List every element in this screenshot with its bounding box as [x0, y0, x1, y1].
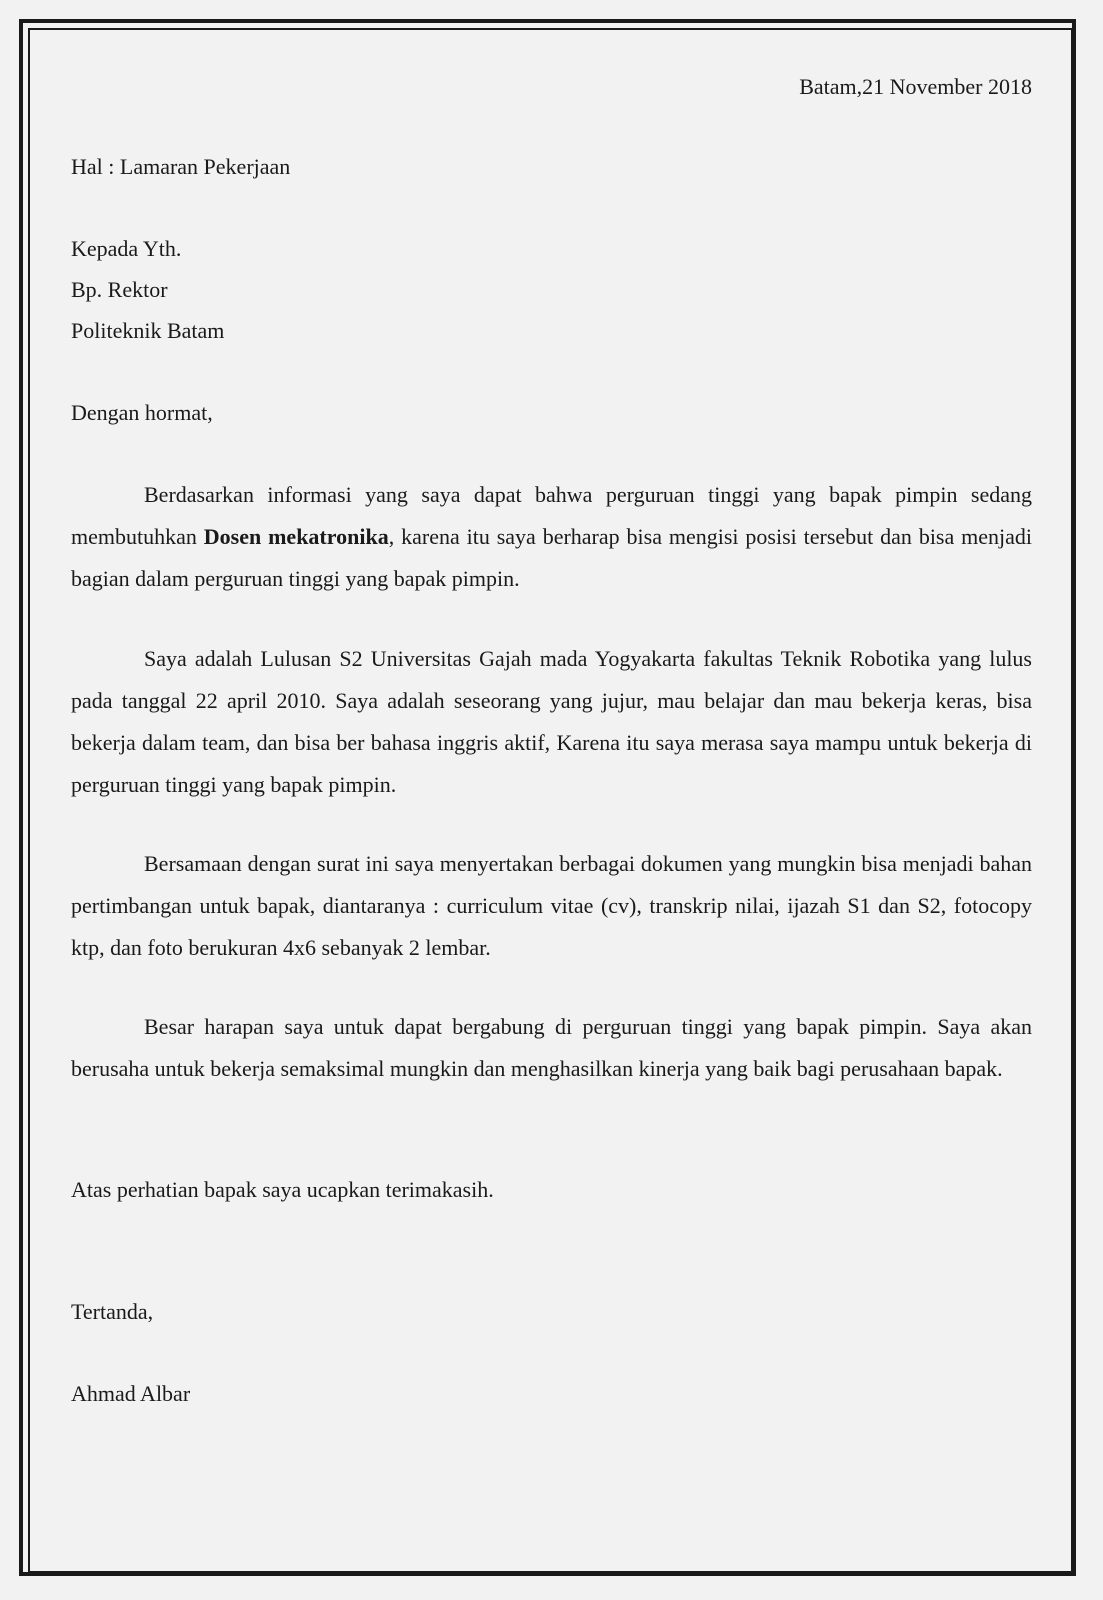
recipient-line-2: Bp. Rektor — [71, 277, 168, 302]
paragraph-4: Besar harapan saya untuk dapat bergabung di perguruan tinggi yang bapak pimpin. Saya akan berusaha untuk bekerja semaksimal mungkin dan menghasilkan kinerja yang baik bagi perusahaan bapak. — [71, 1014, 1032, 1081]
paragraph-1-text-after: , karena itu saya berharap bisa mengisi posisi tersebut dan bisa menjadi bagian dalam perguruan tinggi yang bapak pimpin. — [71, 524, 1033, 591]
closing-line: Atas perhatian bapak saya ucapkan terimakasih. — [71, 1177, 494, 1202]
recipient-line-3: Politeknik Batam — [71, 318, 225, 343]
paragraph-3: Bersamaan dengan surat ini saya menyertakan berbagai dokumen yang mungkin bisa menjadi bahan pertimbangan untuk bapak, diantaranya : curriculum vitae (cv), transkrip nilai, ijazah S1 dan S2, fotocopy ktp, dan foto berukuran 4x6 sebanyak 2 lembar. — [71, 851, 1032, 960]
paragraph-1 — [71, 474, 1032, 600]
letter-subject: Hal : Lamaran Pekerjaan — [71, 154, 291, 179]
greeting: Dengan hormat, — [71, 400, 213, 425]
sign-off: Tertanda, — [71, 1299, 154, 1324]
letter-date: Batam,21 November 2018 — [799, 74, 1032, 99]
paragraph-1-bold-position: Dosen mekatronika — [203, 524, 389, 549]
signatory-name: Ahmad Albar — [71, 1381, 191, 1406]
recipient-line-1: Kepada Yth. — [71, 236, 182, 261]
paragraph-1-text-before: Berdasarkan informasi yang saya dapat bahwa perguruan tinggi yang bapak pimpin sedang membutuhkan — [71, 482, 1032, 549]
paragraph-2: Saya adalah Lulusan S2 Universitas Gajah mada Yogyakarta fakultas Teknik Robotika yang lulus pada tanggal 22 april 2010. Saya adalah seseorang yang jujur, mau belajar dan mau bekerja keras, bisa bekerja dalam team, dan bisa ber bahasa inggris aktif, Karena itu saya merasa saya mampu untuk bekerja di perguruan tinggi yang bapak pimpin. — [71, 646, 1032, 797]
